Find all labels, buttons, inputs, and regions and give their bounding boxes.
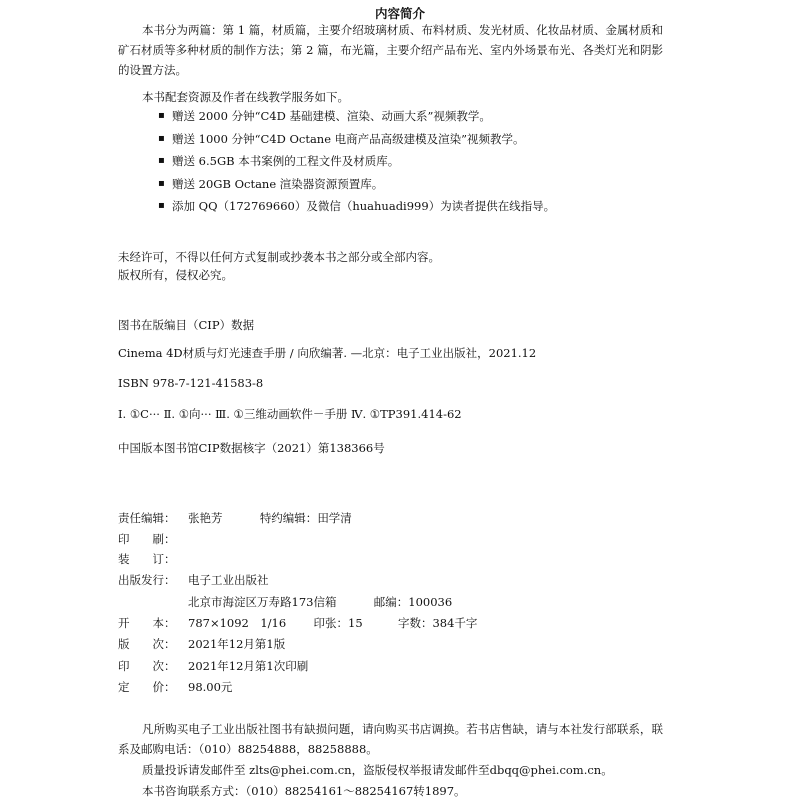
- format-row: [118, 613, 477, 633]
- format-value: 787×1092 1/16: [188, 616, 287, 630]
- sheets-value: 15: [348, 616, 363, 630]
- copyright-notice: 未经许可，不得以任何方式复制或抄袭本书之部分或全部内容。: [118, 250, 440, 264]
- postcode-value: 100036: [408, 595, 453, 609]
- special-editor-name: 田学清: [317, 511, 352, 525]
- print-run-label: 印 次：: [118, 659, 176, 673]
- resources-intro: 本书配套资源及作者在线教学服务如下。: [142, 90, 349, 104]
- summary-paragraph: 本书分为两篇：第 1 篇，材质篇，主要介绍玻璃材质、布料材质、发光材质、化妆品材质、金属材质和矿石材质等多种材质的制作方法；第 2 篇，布光篇，主要介绍产品布光、室内外场景布光、各类灯光和阴影的设置方法。: [118, 23, 663, 77]
- words-value: 384千字: [432, 616, 478, 630]
- editor-row: [118, 508, 352, 528]
- editor-name: 张艳芳: [188, 511, 223, 525]
- print-run-value: 2021年12月第1次印刷: [188, 659, 309, 673]
- price-label: 定 价：: [118, 680, 176, 694]
- complaint-contact: 质量投诉请发邮件至 zlts@phei.com.cn，盗版侵权举报请发邮件至dbqq@phei.com.cn。: [142, 763, 613, 777]
- edition-row: [118, 634, 285, 654]
- sheets-label: 印张：: [313, 616, 348, 630]
- cip-title-line: Cinema 4D材质与灯光速查手册 / 向欣编著. —北京：电子工业出版社，2021.12: [118, 346, 537, 360]
- print-run-row: [118, 656, 308, 676]
- purchase-notice: 凡所购买电子工业出版社图书有缺损问题，请向购买书店调换。若书店售缺，请与本社发行部联系，联系及邮购电话：（010）88254888，88258888。: [118, 722, 663, 756]
- words-label: 字数：: [397, 616, 433, 630]
- resource-item: ▪ 赠送 1000 分钟“C4D Octane 电商产品高级建模及渲染”视频教学。: [158, 129, 555, 152]
- resource-item: ▪ 赠送 6.5GB 本书案例的工程文件及材质库。: [158, 151, 555, 174]
- address-row: [118, 592, 452, 612]
- price-value: 98.00元: [188, 680, 233, 694]
- cip-classification: Ⅰ. ①C··· Ⅱ. ①向··· Ⅲ. ①三维动画软件－手册 Ⅳ. ①TP391.414-62: [118, 407, 462, 421]
- consultation-contact: 本书咨询联系方式：（010）88254161～88254167转1897。: [142, 784, 466, 798]
- resource-list: [158, 106, 555, 219]
- resource-item: ▪ 赠送 2000 分钟“C4D 基础建模、渲染、动画大系”视频教学。: [158, 106, 555, 129]
- binding-row: [118, 549, 188, 569]
- cip-record-number: 中国版本图书馆CIP数据核字（2021）第138366号: [118, 441, 385, 455]
- resource-item: ▪ 添加 QQ（172769660）及微信（huahuadi999）为读者提供在线指导。: [158, 196, 555, 219]
- publisher-address: 北京市海淀区万寿路173信箱: [188, 595, 337, 609]
- edition-label: 版 次：: [118, 637, 176, 651]
- editor-label: 责任编辑：: [118, 511, 176, 525]
- page-title: 内容简介: [374, 6, 425, 21]
- format-label: 开 本：: [118, 616, 176, 630]
- printing-row: [118, 529, 188, 549]
- postcode-label: 邮编：: [373, 595, 409, 609]
- edition-value: 2021年12月第1版: [188, 637, 286, 651]
- cip-heading: 图书在版编目（CIP）数据: [118, 318, 255, 332]
- rights-reserved: 版权所有，侵权必究。: [118, 268, 233, 282]
- publisher-row: [118, 570, 269, 590]
- publisher-label: 出版发行：: [118, 573, 176, 587]
- binding-label: 装 订：: [118, 552, 176, 566]
- special-editor-label: 特约编辑：: [259, 511, 318, 525]
- cip-isbn: ISBN 978-7-121-41583-8: [118, 376, 264, 390]
- resource-item: ▪ 赠送 20GB Octane 渲染器资源预置库。: [158, 174, 555, 197]
- printing-label: 印 刷：: [118, 532, 176, 546]
- publisher-name: 电子工业出版社: [188, 573, 269, 587]
- price-row: [118, 677, 232, 697]
